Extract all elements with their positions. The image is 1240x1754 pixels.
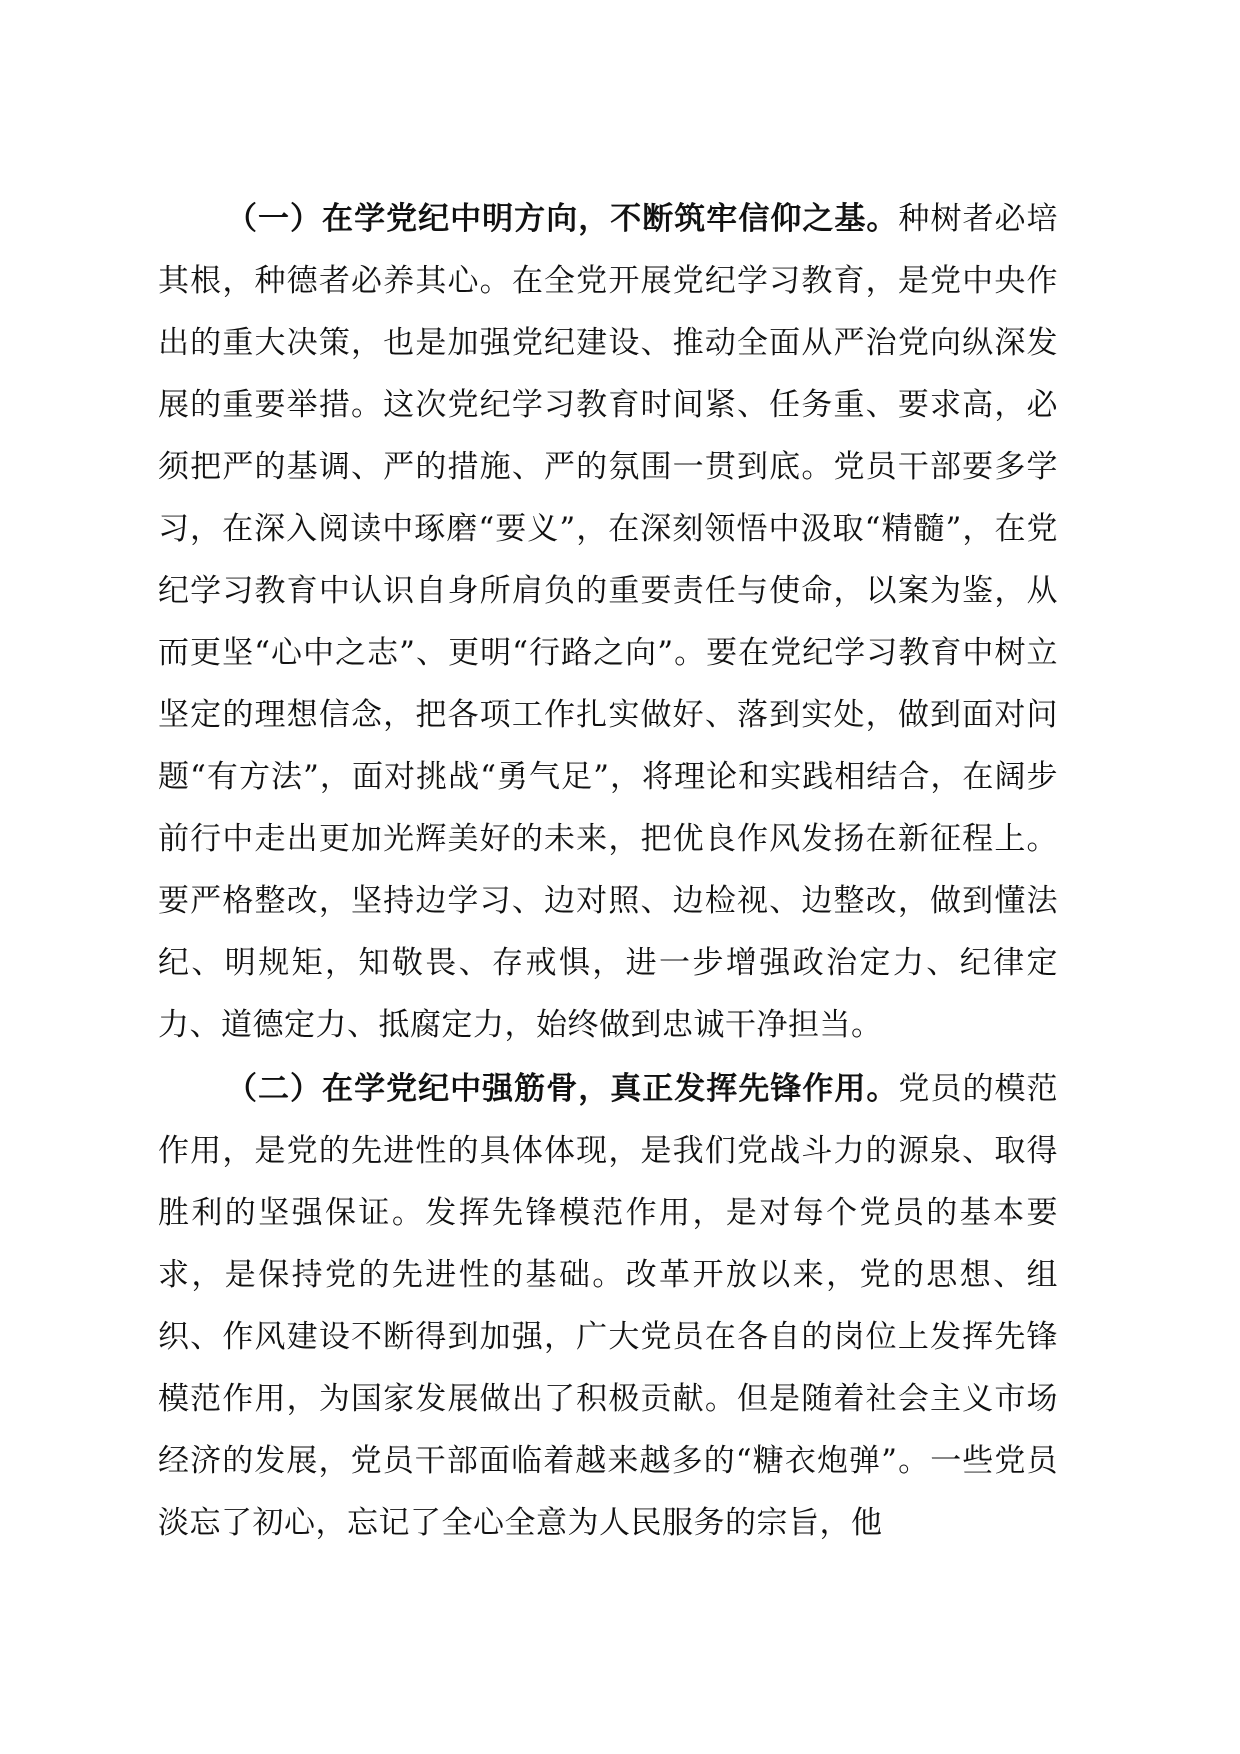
section-1-heading: （一）在学党纪中明方向，不断筑牢信仰之基。 xyxy=(226,201,899,237)
section-2-body: 党员的模范作用，是党的先进性的具体体现，是我们党战斗力的源泉、取得胜利的坚强保证。发挥先锋模范作用，是对每个党员的基本要求，是保持党的先进性的基础。改革开放以来，党的思想、组织、作风建设不断得到加强，广大党员在各自的岗位上发挥先锋模范作用，为国家发展做出了积极贡献。但是随着社会主义市场经济的发展，党员干部面临着越来越多的“糖衣炮弹”。一些党员淡忘了初心，忘记了全心全意为人民服务的宗旨，他 xyxy=(158,1071,1059,1541)
section-2-heading: （二）在学党纪中强筋骨，真正发挥先锋作用。 xyxy=(226,1071,899,1107)
section-1-body: 种树者必培其根，种德者必养其心。在全党开展党纪学习教育，是党中央作出的重大决策，也是加强党纪建设、推动全面从严治党向纵深发展的重要举措。这次党纪学习教育时间紧、任务重、要求高，必须把严的基调、严的措施、严的氛围一贯到底。党员干部要多学习，在深入阅读中琢磨“要义”，在深刻领悟中汲取“精髓”，在党纪学习教育中认识自身所肩负的重要责任与使命，以案为鉴，从而更坚“心中之志”、更明“行路之向”。要在党纪学习教育中树立坚定的理想信念，把各项工作扎实做好、落到实处，做到面对问题“有方法”，面对挑战“勇气足”，将理论和实践相结合，在阔步前行中走出更加光辉美好的未来，把优良作风发扬在新征程上。要严格整改，坚持边学习、边对照、边检视、边整改，做到懂法纪、明规矩，知敬畏、存戒惧，进一步增强政治定力、纪律定力、道德定力、抵腐定力，始终做到忠诚干净担当。 xyxy=(158,201,1059,1043)
section-2-paragraph xyxy=(158,1058,1058,1554)
document-body xyxy=(158,188,1058,1554)
section-1-paragraph xyxy=(158,188,1058,1056)
